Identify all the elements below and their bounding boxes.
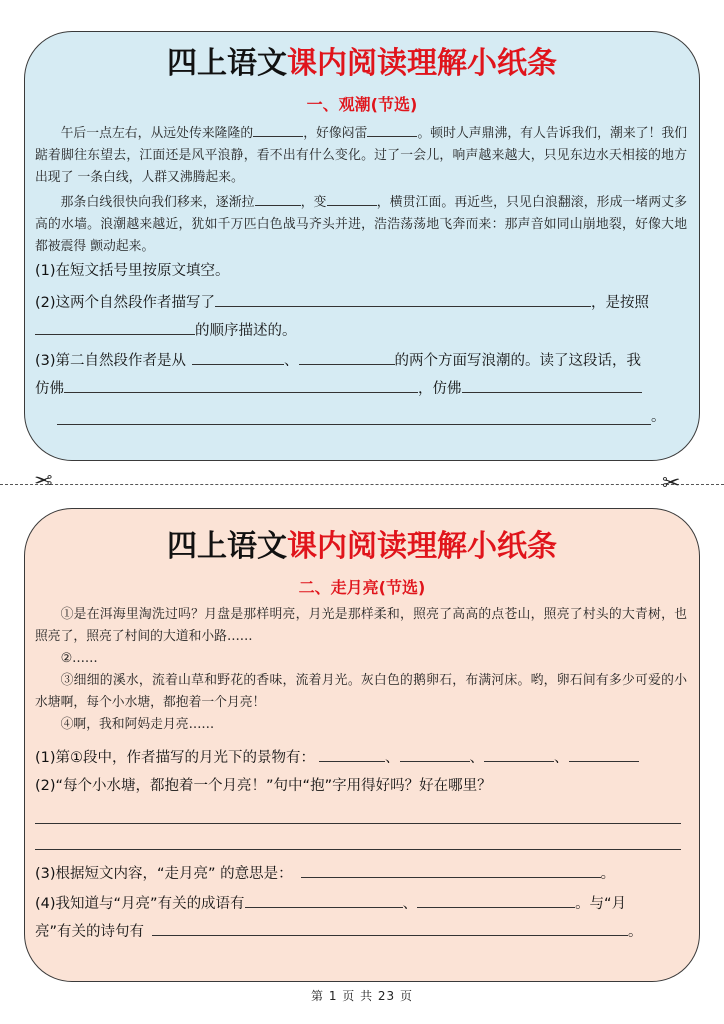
- fill-blank[interactable]: [253, 120, 303, 137]
- passage-paragraph-4: ④啊，我和阿妈走月亮……: [60, 717, 215, 732]
- question-3-end: 。: [651, 409, 666, 425]
- question-4: (4)我知道与“月亮”有关的成语有 、 。与“月: [35, 891, 689, 915]
- cut-line: [0, 484, 724, 485]
- reading-passage: [35, 120, 687, 258]
- title-red-part: 课内阅读理解小纸条: [287, 529, 557, 564]
- answer-blank[interactable]: [64, 376, 418, 393]
- answer-blank[interactable]: [35, 318, 195, 335]
- reading-card-zouyueliang: [24, 508, 700, 982]
- card-title: [25, 529, 699, 565]
- answer-blank[interactable]: [400, 745, 470, 762]
- question-3-continued: 仿佛 ，仿佛: [35, 376, 689, 400]
- question-4-continued: 亮”有关的诗句有 。: [35, 919, 689, 943]
- passage-paragraph-2: 那条白线很快向我们移来，逐渐拉 ，变 ，横贯江面。再近些，只见白浪翻滚，形成一堵两丈多高的水墙。浪潮越来越近，犹如千万匹白色战马齐头并进，浩浩荡荡地飞奔而来：那声音如同山崩地裂，好像大地都被震得 颤动起来。: [35, 189, 687, 258]
- reading-passage: [35, 604, 687, 736]
- reading-card-guanchao: [24, 31, 700, 461]
- answer-blank[interactable]: [215, 290, 591, 307]
- answer-blank[interactable]: [245, 891, 403, 908]
- passage-paragraph-2: ②……: [60, 651, 98, 666]
- answer-blank[interactable]: [152, 919, 628, 936]
- question-1: (1)在短文括号里按原文填空。: [35, 263, 230, 279]
- question-1: (1)第①段中，作者描写的月光下的景物有： 、 、 、: [35, 745, 689, 769]
- question-2: (2)“每个小水塘，都抱着一个月亮！”句中“抱”字用得好吗？好在哪里？: [35, 778, 492, 794]
- answer-line[interactable]: [35, 849, 681, 850]
- title-black-part: 四上语文: [167, 529, 287, 564]
- answer-blank[interactable]: [484, 745, 554, 762]
- answer-blank[interactable]: [569, 745, 639, 762]
- answer-blank[interactable]: [299, 348, 395, 365]
- fill-blank[interactable]: [327, 189, 377, 206]
- title-red-part: 课内阅读理解小纸条: [287, 46, 557, 81]
- section-subtitle: 一、观潮(节选): [306, 95, 418, 114]
- section-subtitle: 二、走月亮(节选): [298, 578, 426, 597]
- question-3: (3)第二自然段作者是从 、 的两个方面写浪潮的。读了这段话，我: [35, 348, 689, 372]
- answer-blank[interactable]: [192, 348, 284, 365]
- card-title: [25, 46, 699, 82]
- question-2-continued: 的顺序描述的。: [35, 318, 689, 342]
- answer-line[interactable]: [35, 823, 681, 824]
- fill-blank[interactable]: [255, 189, 301, 206]
- answer-blank[interactable]: [462, 376, 642, 393]
- answer-blank[interactable]: [301, 861, 601, 878]
- scissors-icon: ✂: [662, 471, 681, 496]
- fill-blank[interactable]: [367, 120, 417, 137]
- passage-paragraph-3: ③细细的溪水，流着山草和野花的香味，流着月光。灰白色的鹅卵石，布满河床。哟，卵石间有多少可爱的小水塘啊，每个小水塘，都抱着一个月亮！: [35, 673, 687, 710]
- scissors-icon: ✂: [34, 469, 53, 494]
- answer-blank[interactable]: [319, 745, 385, 762]
- question-2: (2)这两个自然段作者描写了 ，是按照: [35, 290, 689, 314]
- title-black-part: 四上语文: [167, 46, 287, 81]
- passage-paragraph-1: 午后一点左右，从远处传来隆隆的 ，好像闷雷 。顿时人声鼎沸，有人告诉我们，潮来了！我们踮着脚往东望去，江面还是风平浪静，看不出有什么变化。过了一会儿，响声越来越大，只见东边水天相接的地方出现了 一条白线，人群又沸腾起来。: [35, 120, 687, 189]
- question-3: (3)根据短文内容，“走月亮” 的意思是： 。: [35, 861, 689, 885]
- answer-blank[interactable]: [417, 891, 575, 908]
- page-number: 第 1 页 共 23 页: [311, 989, 413, 1003]
- passage-paragraph-1: ①是在洱海里淘洗过吗？月盘是那样明亮，月光是那样柔和，照亮了高高的点苍山，照亮了村头的大青树，也照亮了，照亮了村间的大道和小路……: [35, 607, 687, 644]
- answer-line[interactable]: [57, 424, 651, 425]
